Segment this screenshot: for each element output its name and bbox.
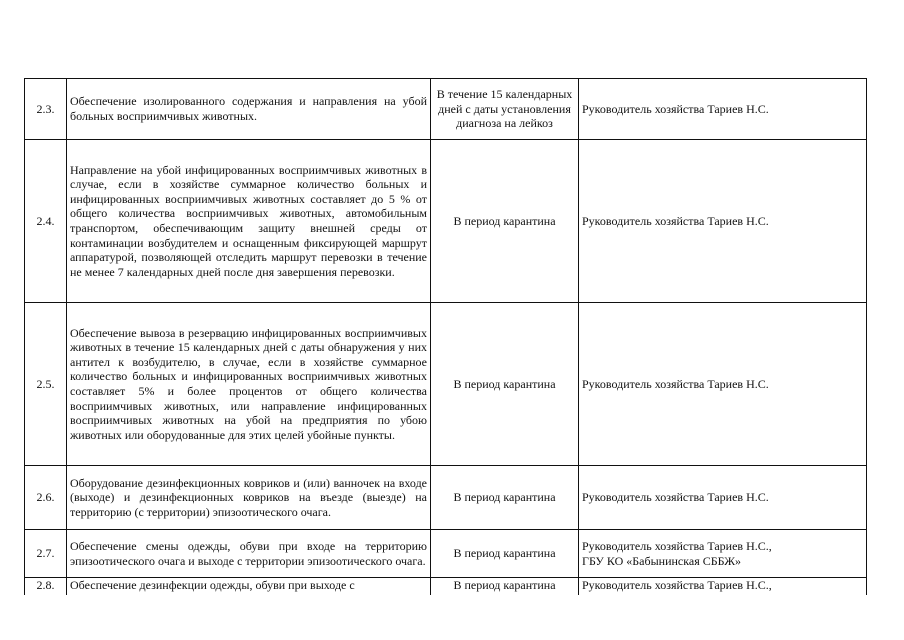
- measure-term: В период карантина: [431, 303, 579, 466]
- responsible-line: Руководитель хозяйства Тариев Н.С.: [582, 376, 769, 391]
- table-row: [25, 79, 867, 140]
- measure-term: В период карантина: [431, 530, 579, 578]
- measure-text: Обеспечение дезинфекции одежды, обуви при выходе с: [67, 578, 431, 596]
- table-row: [25, 578, 867, 596]
- measure-text: Направление на убой инфицированных восприимчивых животных в случае, если в хозяйстве суммарное количество больных и инфицированных восприимчивых животных составляет до 5 % от общего количества восприимчивых животных, автомобильным транспортом, обеспечивающим защиту внешней среды от контаминации возбудителем и оснащенным фиксирующей маршрут аппаратурой, позволяющей отследить маршрут перевозки в течение не менее 7 календарных дней после дня завершения перевозки.: [67, 140, 431, 303]
- table-row: [25, 466, 867, 530]
- row-number: 2.6.: [25, 466, 67, 530]
- measure-term: В течение 15 календарных дней с даты установления диагноза на лейкоз: [431, 79, 579, 140]
- measure-responsible: [579, 530, 867, 578]
- measure-responsible: [579, 578, 867, 596]
- measure-term: В период карантина: [431, 578, 579, 596]
- responsible-line: ГБУ КО «Бабынинская СББЖ»: [582, 553, 741, 568]
- table-row: [25, 303, 867, 466]
- row-number: 2.5.: [25, 303, 67, 466]
- responsible-line: Руководитель хозяйства Тариев Н.С.,: [582, 578, 772, 592]
- responsible-line: Руководитель хозяйства Тариев Н.С.: [582, 101, 769, 116]
- responsible-line: Руководитель хозяйства Тариев Н.С.,: [582, 538, 772, 553]
- measure-term: В период карантина: [431, 140, 579, 303]
- measure-responsible: [579, 303, 867, 466]
- measure-text: Обеспечение вывоза в резервацию инфицированных восприимчивых животных в течение 15 календарных дней с даты обнаружения у них антител к возбудителю, в случае, если в хозяйстве суммарное количество больных и инфицированных восприимчивых животных составляет 5% и более процентов от общего количества восприимчивых животных, или направление инфицированных восприимчивых животных на убой на предприятия по убою животных или оборудованные для этих целей убойные пункты.: [67, 303, 431, 466]
- measure-text: Оборудование дезинфекционных ковриков и (или) ванночек на входе (выходе) и дезинфекционных ковриков на въезде (выезде) на территорию (с территории) эпизоотического очага.: [67, 466, 431, 530]
- row-number: 2.3.: [25, 79, 67, 140]
- measure-responsible: [579, 140, 867, 303]
- measure-term: В период карантина: [431, 466, 579, 530]
- responsible-line: Руководитель хозяйства Тариев Н.С.: [582, 213, 769, 228]
- measure-text: Обеспечение смены одежды, обуви при входе на территорию эпизоотического очага и выходе с территории эпизоотического очага.: [67, 530, 431, 578]
- row-number: 2.8.: [25, 578, 67, 596]
- measure-responsible: [579, 466, 867, 530]
- measure-text: Обеспечение изолированного содержания и направления на убой больных восприимчивых животных.: [67, 79, 431, 140]
- measure-responsible: [579, 79, 867, 140]
- row-number: 2.4.: [25, 140, 67, 303]
- table-row: [25, 530, 867, 578]
- measures-table: [24, 78, 867, 596]
- page-bottom-margin: [0, 595, 904, 640]
- row-number: 2.7.: [25, 530, 67, 578]
- responsible-line: Руководитель хозяйства Тариев Н.С.: [582, 490, 769, 505]
- table-row: [25, 140, 867, 303]
